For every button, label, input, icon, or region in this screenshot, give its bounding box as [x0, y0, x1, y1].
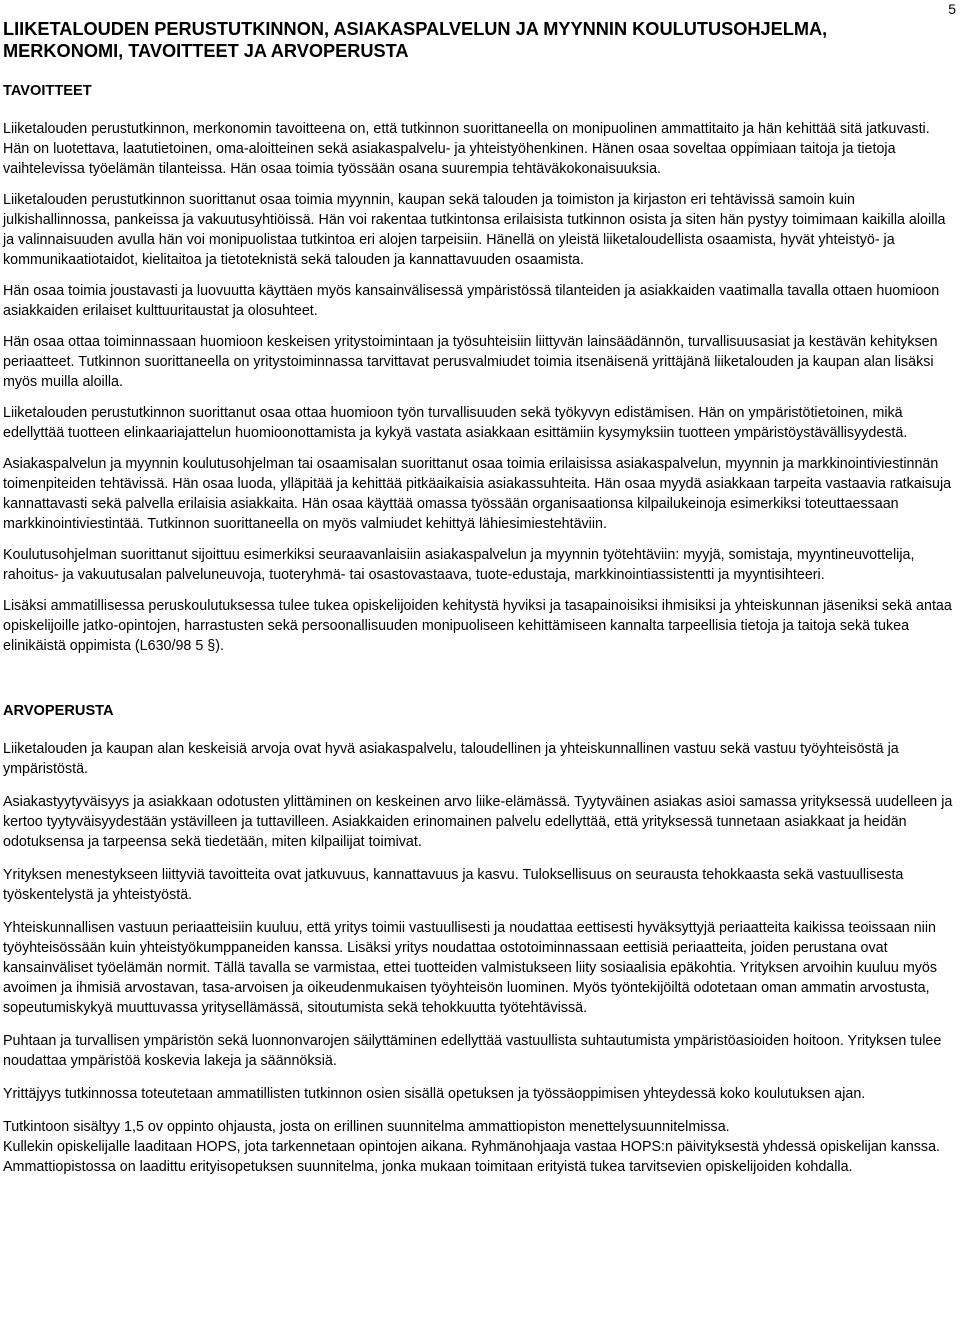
paragraph: Yrityksen menestykseen liittyviä tavoitteita ovat jatkuvuus, kannattavuus ja kasvu. Tuloksellisuus on seurausta tehokkaasta sekä vastuullisesta työskentelystä ja yhteistyöstä.	[3, 867, 904, 903]
section-heading-tavoitteet: TAVOITTEET	[3, 83, 92, 99]
paragraph: Hän osaa toimia joustavasti ja luovuutta käyttäen myös kansainvälisessä ympäristössä tilanteiden ja asiakkaiden vaatimalla tavalla ottaen huomioon asiakkaiden erilaiset kulttuuritaustat ja olosuhteet.	[3, 283, 940, 319]
paragraph: Kullekin opiskelijalle laaditaan HOPS, jota tarkennetaan opintojen aikana. Ryhmänohjaaja vastaa HOPS:n päivityksestä yhdessä opiskelijan kanssa. Ammattiopistossa on laadittu erityisopetuksen suunnitelma, jonka mukaan toimitaan erityistä tukea tarvitsevien opiskelijoiden kohdalla.	[3, 1139, 940, 1175]
paragraph: Liiketalouden perustutkinnon suorittanut osaa toimia myynnin, kaupan sekä talouden ja toimiston ja kirjaston eri tehtävissä samoin kuin julkishallinnossa, pankeissa ja vakuutusyhtiöissä. Hän voi rakentaa tutkintonsa erilaisista tutkinnon osista ja siten hän pystyy toimimaan kaikilla aloilla ja valinnaisuuden avulla hän voi monipuolistaa tutkintoa eri alojen tarpeisiin. Hänellä on yleistä liiketaloudellista osaamista, hyvät yhteistyö- ja kommunikaatiotaidot, kielitaitoa ja tietoteknistä sekä talouden ja kannattavuuden osaamista.	[3, 192, 946, 268]
page-number: 5	[948, 1, 956, 17]
section-tavoitteet	[3, 81, 953, 656]
paragraph: Liiketalouden ja kaupan alan keskeisiä arvoja ovat hyvä asiakaspalvelu, taloudellinen ja yhteiskunnallinen vastuu sekä vastuu työyhteisöstä ja ympäristöstä.	[3, 741, 899, 777]
paragraph: Koulutusohjelman suorittanut sijoittuu esimerkiksi seuraavanlaisiin asiakaspalvelun ja myynnin työtehtäviin: myyjä, somistaja, myyntineuvottelija, rahoitus- ja vakuutusalan palveluneuvoja, tuoteryhmä- tai osastovastaava, tuote-edustaja, markkinointiassistentti ja myyntisihteeri.	[3, 547, 915, 583]
section-heading-arvoperusta: ARVOPERUSTA	[3, 703, 114, 719]
paragraph: Puhtaan ja turvallisen ympäristön sekä luonnonvarojen säilyttäminen edellyttää vastuullista suhtautumista ympäristöasioiden hoitoon. Yrityksen tulee noudattaa ympäristöä koskevia lakeja ja säännöksiä.	[3, 1033, 942, 1069]
paragraph: Liiketalouden perustutkinnon suorittanut osaa ottaa huomioon työn turvallisuuden sekä työkyvyn edistämisen. Hän on ympäristötietoinen, mikä edellyttää tuotteen elinkaariajattelun huomioonottamista ja kykyä vastata asiakkaan esittämiin kysymyksiin tuotteen ympäristöystävällisyydestä.	[3, 405, 908, 441]
document-title: LIIKETALOUDEN PERUSTUTKINNON, ASIAKASPALVELUN JA MYYNNIN KOULUTUSOHJELMA, MERKONOMI, TAVOITTEET JA ARVOPERUSTA	[3, 19, 828, 61]
paragraph: Lisäksi ammatillisessa peruskoulutuksessa tulee tukea opiskelijoiden kehitystä hyviksi ja tasapainoisiksi ihmisiksi ja yhteiskunnan jäseniksi sekä antaa opiskelijoille jatko-opintojen, harrastusten sekä persoonallisuuden monipuoliseen kehittämiseen kannalta tarpeellisia tietoja ja taitoja sekä tukea elinikäistä oppimista (L630/98 5 §).	[3, 598, 952, 654]
paragraph: Yrittäjyys tutkinnossa toteutetaan ammatillisten tutkinnon osien sisällä opetuksen ja työssäoppimisen yhteydessä koko koulutuksen ajan.	[3, 1086, 866, 1102]
paragraph: Hän osaa ottaa toiminnassaan huomioon keskeisen yritystoimintaan ja työsuhteisiin liittyvän lainsäädännön, turvallisuusasiat ja kestävän kehityksen periaatteet. Tutkinnon suorittaneella on yritystoiminnassa tarvittavat perusvalmiudet toimia itsenäisenä yrittäjänä liiketalouden ja kaupan alan lisäksi myös muilla aloilla.	[3, 334, 938, 390]
document-body	[3, 0, 953, 1177]
paragraph: Yhteiskunnallisen vastuun periaatteisiin kuuluu, että yritys toimii vastuullisesti ja noudattaa eettisesti hyväksyttyjä periaatteita kaikissa teoissaan niin työyhteisössään kuin yhteistyökumppaneiden kanssa. Lisäksi yritys noudattaa ostotoiminnassaan eettisiä periaatteita, joiden perustana ovat kansainväliset työelämän normit. Tällä tavalla se varmistaa, ettei tuotteiden valmistukseen liity sosiaalisia epäkohtia. Yrityksen arvoihin kuuluu myös avoimen ja ihmisiä arvostavan, tasa-arvoisen ja oikeudenmukaisen työyhteisön luominen. Myös työntekijöiltä odotetaan oman ammatin arvostusta, sopeutumiskykyä muuttuvassa yritysellämässä, sitoutumista sekä tehokkuutta työtehtävissä.	[3, 920, 937, 1016]
paragraph: Asiakastyytyväisyys ja asiakkaan odotusten ylittäminen on keskeinen arvo liike-elämässä. Tyytyväinen asiakas asioi samassa yrityksessä uudelleen ja kertoo tyytyväisyydestään ystävilleen ja tuttavilleen. Asiakkaiden erinomainen palvelu edellyttää, että yrityksessä tunnetaan asiakkaat ja heidän odotuksensa ja tarpeensa sekä tiedetään, miten kilpailijat toimivat.	[3, 794, 953, 850]
section-arvoperusta	[3, 701, 953, 1177]
paragraph: Tutkintoon sisältyy 1,5 ov oppinto ohjausta, josta on erillinen suunnitelma ammattiopiston menettelysuunnitelmissa.	[3, 1119, 730, 1135]
paragraph: Liiketalouden perustutkinnon, merkonomin tavoitteena on, että tutkinnon suorittaneella on monipuolinen ammattitaito ja hän kehittää sitä jatkuvasti. Hän on luotettava, laatutietoinen, oma-aloitteinen sekä asiakaspalvelu- ja yhteistyöhenkinen. Hänen osaa soveltaa oppimiaan taitoja ja tietoja vaihtelevissa työelämän tilanteissa. Hän osaa toimia työssään osana suurempia tehtäväkokonaisuuksia.	[3, 121, 930, 177]
paragraph: Asiakaspalvelun ja myynnin koulutusohjelman tai osaamisalan suorittanut osaa toimia erilaisissa asiakaspalvelun, myynnin ja markkinointiviestinnän toimenpiteiden tehtävissä. Hän osaa luoda, ylläpitää ja kehittää pitkäaikaisia asiakassuhteita. Hän osaa myydä asiakkaan tarpeita vastaavia ratkaisuja kannattavasti sekä palvella erilaisia asiakkaita. Hän osaa käyttää omassa työssään organisaationsa kilpailukeinoja esimerkiksi toteuttaessaan markkinointiviestintää. Tutkinnon suorittaneella on myös valmiudet kehittyä lähiesimiestehtäviin.	[3, 456, 952, 532]
